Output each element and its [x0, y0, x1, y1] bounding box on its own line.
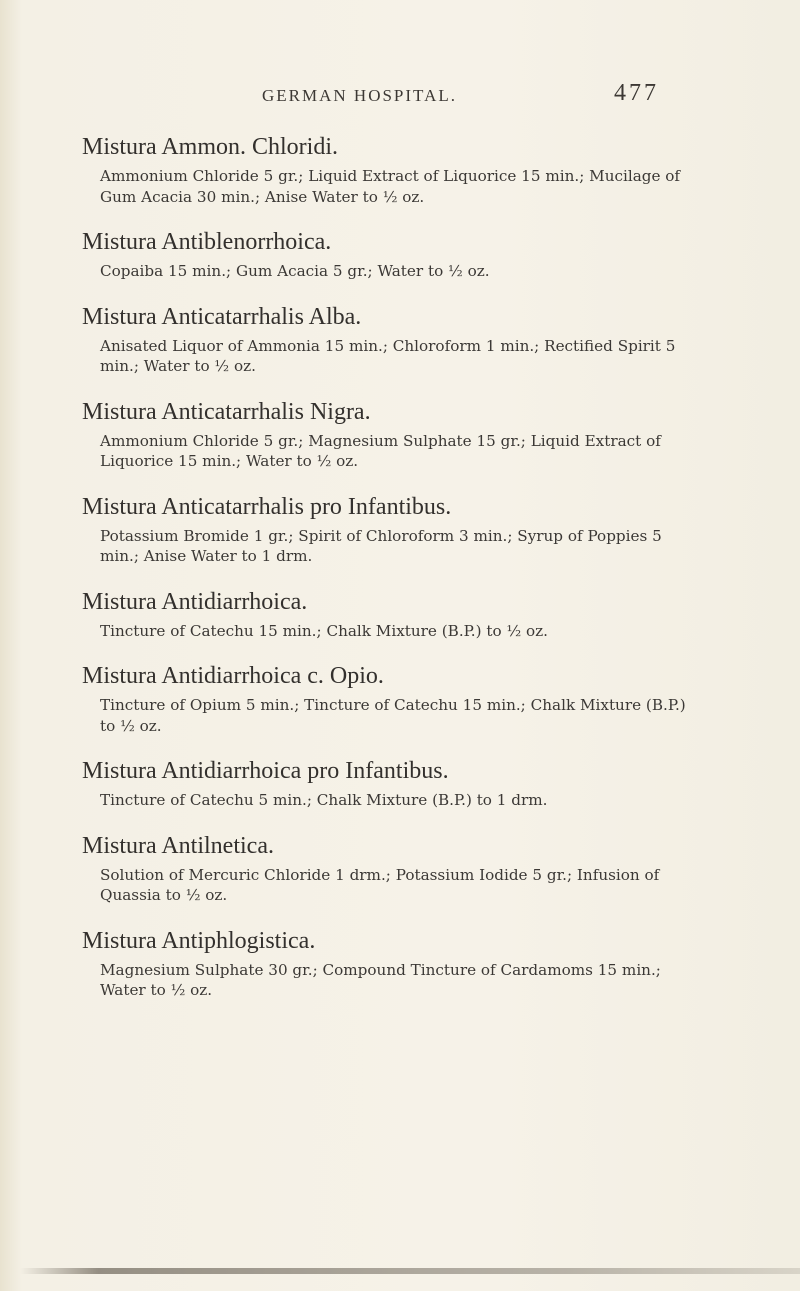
entry-ingredients: Anisated Liquor of Ammonia 15 min.; Chloroform 1 min.; Rectified Spirit 5 min.; Water to ½ oz. — [100, 336, 676, 375]
page-header — [0, 80, 800, 114]
formula-entry-anticatarrhalis-alba — [82, 302, 702, 377]
formula-entry-antidiarrhoica-opio — [82, 661, 702, 736]
formula-entry-antidiarrhoica-infantibus — [82, 756, 702, 811]
entry-ingredients: Tincture of Opium 5 min.; Tincture of Catechu 15 min.; Chalk Mixture (B.P.) to ½ oz. — [100, 696, 686, 735]
entry-title: Mistura Antilnetica. — [82, 832, 274, 859]
formula-entry-antidiarrhoica — [82, 587, 702, 642]
formula-entry-antiblenorrhoica — [82, 227, 702, 282]
entry-title: Mistura Antidiarrhoica pro Infantibus. — [82, 758, 449, 784]
entry-title: Mistura Anticatarrhalis Nigra. — [82, 398, 371, 425]
entry-ingredients: Solution of Mercuric Chloride 1 drm.; Potassium Iodide 5 gr.; Infusion of Quassia to ½ oz. — [100, 865, 660, 904]
formula-entry-anticatarrhalis-nigra — [82, 397, 702, 472]
running-head: GERMAN HOSPITAL. — [262, 86, 457, 105]
entry-ingredients: Ammonium Chloride 5 gr.; Magnesium Sulphate 15 gr.; Liquid Extract of Liquorice 15 min.; Water to ½ oz. — [100, 431, 661, 470]
formula-entry-ammon-chloridi — [82, 132, 702, 207]
entry-title: Mistura Anticatarrhalis Alba. — [82, 303, 362, 330]
entry-title: Mistura Ammon. Chloridi. — [82, 134, 339, 160]
entry-ingredients: Tincture of Catechu 5 min.; Chalk Mixture (B.P.) to 1 drm. — [100, 791, 548, 809]
entry-title: Mistura Antiblenorrhoica. — [82, 229, 332, 255]
entry-ingredients: Copaiba 15 min.; Gum Acacia 5 gr.; Water to ½ oz. — [100, 262, 490, 280]
formulary-entries — [82, 132, 702, 1021]
entry-ingredients: Ammonium Chloride 5 gr.; Liquid Extract of Liquorice 15 min.; Mucilage of Gum Acacia 30 min.; Anise Water to ½ oz. — [100, 167, 681, 206]
formula-entry-anticatarrhalis-infantibus — [82, 492, 702, 567]
entry-ingredients: Magnesium Sulphate 30 gr.; Compound Tincture of Cardamoms 15 min.; Water to ½ oz. — [100, 960, 661, 999]
entry-title: Mistura Antiphlogistica. — [82, 927, 316, 954]
entry-ingredients: Tincture of Catechu 15 min.; Chalk Mixture (B.P.) to ½ oz. — [100, 621, 548, 640]
entry-title: Mistura Antidiarrhoica c. Opio. — [82, 663, 384, 689]
entry-title: Mistura Antidiarrhoica. — [82, 588, 308, 615]
entry-title: Mistura Anticatarrhalis pro Infantibus. — [82, 493, 452, 520]
entry-ingredients: Potassium Bromide 1 gr.; Spirit of Chloroform 3 min.; Syrup of Poppies 5 min.; Anise Water to 1 drm. — [100, 526, 662, 565]
formula-entry-antilnetica — [82, 831, 702, 906]
page-bottom-shadow — [20, 1268, 800, 1274]
page-number: 477 — [614, 80, 659, 106]
formula-entry-antiphlogistica — [82, 926, 702, 1001]
